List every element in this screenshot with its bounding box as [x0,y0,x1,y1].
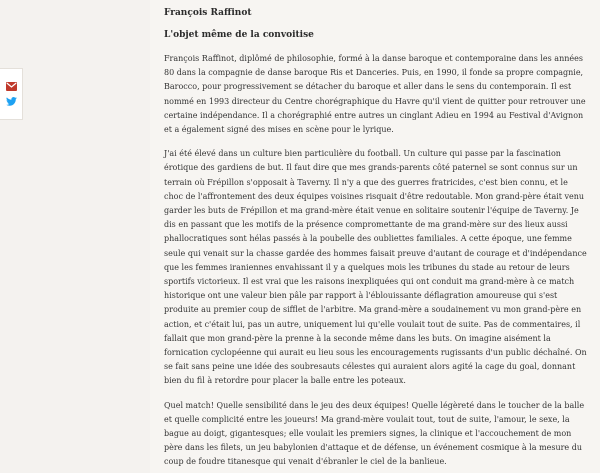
article-paragraph: François Raffinot, diplômé de philosophie, formé à la danse baroque et contemporaine dans les années 80 dans la compagnie de danse baroque Ris et Danceries. Puis, en 1990, il fonde sa propre compagnie, Barocco, pour progressivement se détacher du baroque et aller dans le sens du contemporain. Il est nommé en 1993 directeur du Centre chorégraphique du Havre qu'il vient de quitter pour retrouver une certaine indépendance. Il a chorégraphié entre autres un cinglant Adieu en 1994 au Festival d'Avignon et a également signé des mises en scène pour le lyrique. [164,54,586,135]
twitter-share-button[interactable] [6,97,17,106]
share-sidebar [0,68,23,120]
article-subtitle: L'objet même de la convoitise [164,30,314,40]
article-paragraph: Quel match! Quelle sensibilité dans le jeu des deux équipes! Quelle légèreté dans le toucher de la balle et quelle complicité entre les joueurs! Ma grand-mère voulait tout, tout de suite, l'amour, le sexe, la bague au doigt, gigantesques; elle voulait les premiers signes, la clinique et l'accouchement de mon père dans les filets, un jeu babylonien d'attaque et de défense, un événement cosmique à la mesure du coup de foudre titanesque qui venait d'ébranler le ciel de la banlieue. [164,400,585,467]
author-name: François Raffinot [164,8,252,18]
article-paragraph: J'ai été élevé dans un culture bien particulière du football. Un culture qui passe par la fascination érotique des gardiens de but. Il faut dire que mes grands-parents côté paternel se sont connus sur un terrain où Frépillon s'opposait à Taverny. Il n'y a que des guerres fratricides, c'est bien connu, et le choc de l'affrontement des deux équipes voisines risquait d'être redoutable. Mon grand-père était venu garder les buts de Frépillon et ma grand-mère était venue en solitaire soutenir l'équipe de Taverny. Je dis en passant que les motifs de la présence compromettante de ma grand-mère sur des lieux aussi phallocratiques sont hélas passés à la poubelle des oubliettes familiales. A cette époque, une femme seule qui venait sur la chasse gardée des hommes faisait preuve d'autant de courage et d'indépendance que les femmes iraniennes envahissant il y a quelques mois les tribunes du stade au retour de leurs sportifs victorieux. Il est vrai que les raisons inexpliquées qui ont conduit ma grand-mère à ce match historique ont une valeur bien pâle par rapport à l'éblouissante déflagration amoureuse qui s'est produite au premier coup de sifflet de l'arbitre. Ma grand-mère a soudainement vu mon grand-père en action, et c'était lui, pas un autre, uniquement lui qu'elle voulait tout de suite. Pas de commentaires, il fallait que mon grand-père la prenne à la seconde même dans les buts. On imagine aisément la fornication cyclopéenne qui aurait eu lieu sous les encouragements rugissants d'un public déchaîné. On se fait sans peine une idée des soubresauts célestes qui auraient alors agité la cage du goal, donnant bien du fil à retordre pour placer la balle entre les poteaux. [164,149,587,386]
email-icon [6,82,17,91]
email-share-button[interactable] [6,82,17,91]
twitter-icon [6,97,17,106]
article-body [150,0,600,473]
